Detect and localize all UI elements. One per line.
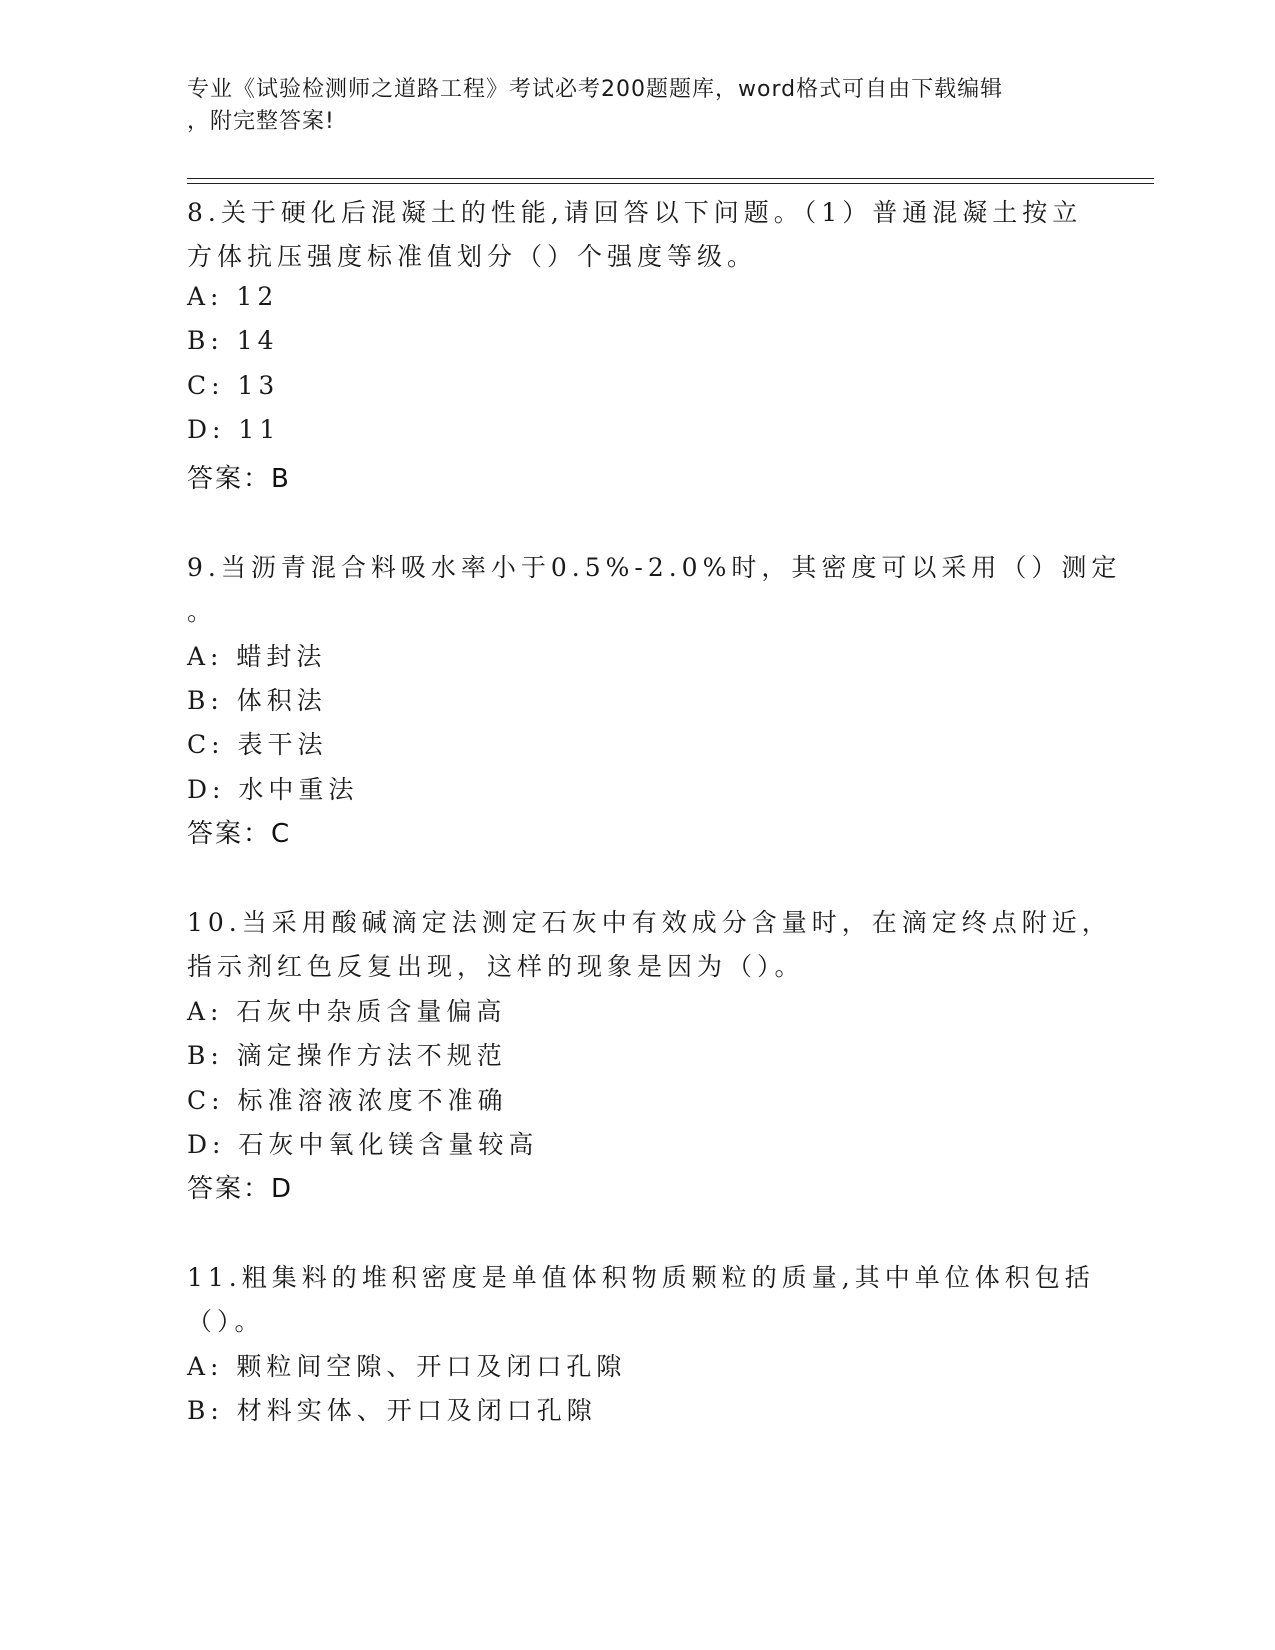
- question-10-stem-line-1: 10.当采用酸碱滴定法测定石灰中有效成分含量时，在滴定终点附近，: [187, 908, 1112, 937]
- document-header: [187, 74, 1077, 138]
- question-8-stem-line-1: 8.关于硬化后混凝土的性能,请回答以下问题。（1）普通混凝土按立: [187, 198, 1083, 227]
- question-10-option-c: C: 标准溶液浓度不准确: [187, 1086, 508, 1115]
- question-11-stem-line-2: （）。: [187, 1307, 265, 1336]
- question-8-stem-line-2: 方体抗压强度标准值划分（）个强度等级。: [187, 242, 758, 271]
- question-10-answer: 答案：D: [187, 1174, 294, 1204]
- question-10-option-d: D: 石灰中氧化镁含量较高: [187, 1130, 539, 1159]
- question-9-stem-line-1: 9.当沥青混合料吸水率小于0.5%-2.0%时，其密度可以采用（）测定: [187, 553, 1122, 582]
- header-line-1: 专业《试验检测师之道路工程》考试必考200题题库，word格式可自由下载编辑: [187, 77, 1004, 102]
- question-9-option-d: D: 水中重法: [187, 775, 359, 804]
- question-10-option-b: B: 滴定操作方法不规范: [187, 1041, 507, 1070]
- header-line-2: ，附完整答案!: [187, 109, 335, 134]
- question-10-stem-line-2: 指示剂红色反复出现，这样的现象是因为（）。: [187, 952, 805, 981]
- question-9-answer: 答案：C: [187, 819, 292, 849]
- question-9-option-a: A: 蜡封法: [187, 642, 327, 671]
- question-9-option-b: B: 体积法: [187, 686, 327, 715]
- question-9-option-c: C: 表干法: [187, 730, 328, 759]
- question-8-option-b: B: 14: [187, 326, 279, 355]
- question-10-option-a: A: 石灰中杂质含量偏高: [187, 997, 507, 1026]
- header-divider-bottom: [187, 183, 1154, 184]
- question-8-option-c: C: 13: [187, 371, 280, 400]
- question-11-option-a: A: 颗粒间空隙、开口及闭口孔隙: [187, 1352, 627, 1381]
- question-8-option-d: D: 11: [187, 415, 281, 444]
- question-11-option-b: B: 材料实体、开口及闭口孔隙: [187, 1396, 597, 1425]
- question-9-stem-line-2: 。: [187, 597, 218, 626]
- question-11-stem-line-1: 11.粗集料的堆积密度是单值体积物质颗粒的质量,其中单位体积包括: [187, 1263, 1095, 1292]
- question-8-option-a: A: 12: [187, 282, 279, 311]
- header-divider-top: [187, 178, 1154, 179]
- question-8-answer: 答案：B: [187, 464, 291, 494]
